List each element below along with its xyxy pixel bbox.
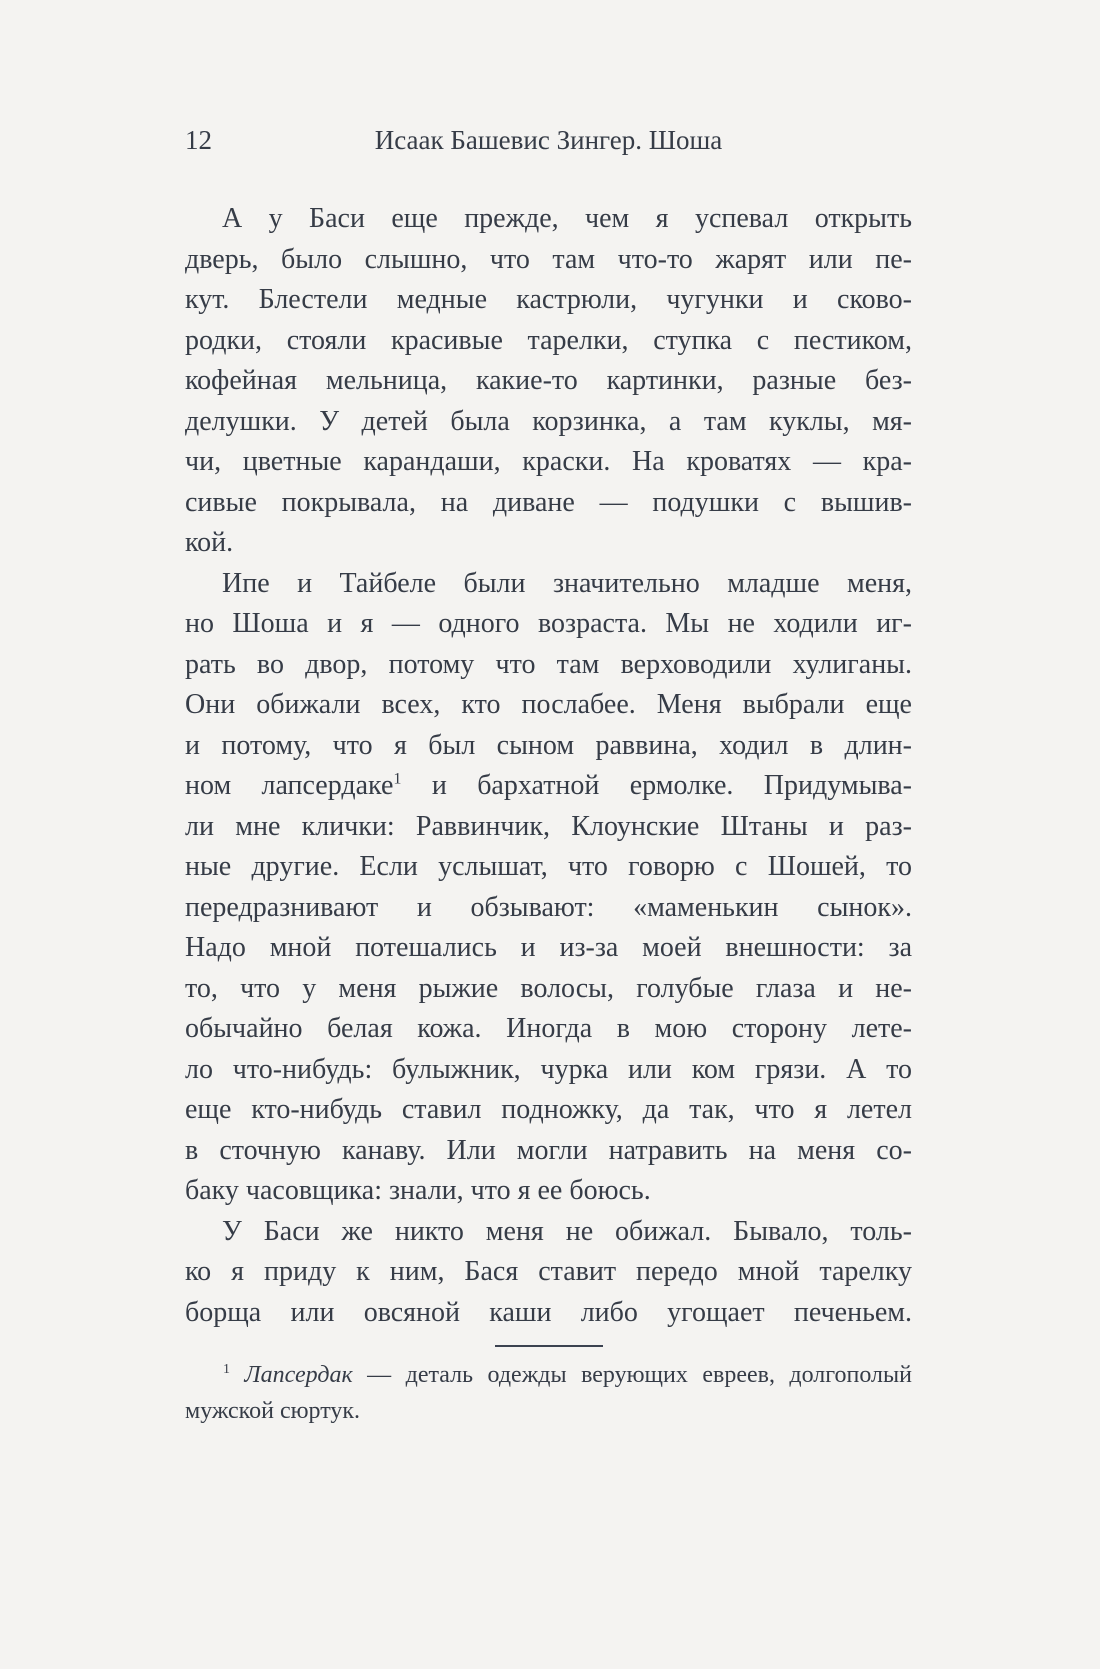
body-text <box>185 199 912 1333</box>
text-line: У Баси же никто меня не обижал. Бывало, толь- <box>222 1215 912 1247</box>
text-line: рать во двор, потому что там верховодили хулиганы. <box>185 648 912 680</box>
running-title: Исаак Башевис Зингер. Шоша <box>374 125 723 155</box>
text-line: кой. <box>185 527 234 558</box>
text-line: дверь, было слышно, что там что-то жарят или пе- <box>185 243 912 275</box>
paragraph-1 <box>185 199 912 564</box>
italic-term: Лапсердак <box>244 1362 353 1388</box>
text-line: кут. Блестели медные кастрюли, чугунки и сково- <box>185 284 912 315</box>
text-line: то, что у меня рыжие волосы, голубые глаза и не- <box>185 972 912 1004</box>
text-line: в сточную канаву. Или могли натравить на меня со- <box>185 1134 912 1166</box>
text-line: баку часовщика: знали, что я ее боюсь. <box>185 1175 651 1206</box>
text-line: Надо мной потешались и из-за моей внешности: за <box>185 932 912 963</box>
text-line: мужской сюртук. <box>185 1398 361 1424</box>
text-line: Они обижали всех, кто послабее. Меня выбрали еще <box>185 689 912 720</box>
paragraph-2 <box>185 564 912 1212</box>
footnote <box>185 1357 912 1429</box>
text-line: ли мне клички: Раввинчик, Клоунские Штаны и раз- <box>185 810 912 842</box>
page-number: 12 <box>185 125 212 155</box>
text-line: Ипе и Тайбеле были значительно младше меня, <box>222 567 912 599</box>
footnote-separator <box>495 1345 603 1347</box>
text-line: ло что-нибудь: булыжник, чурка или ком грязи. А то <box>185 1053 912 1085</box>
text-line: чи, цветные карандаши, краски. На кроватях — кра- <box>185 446 912 477</box>
footnote-reference: 1 <box>223 1362 230 1377</box>
text-line: сивые покрывала, на диване — подушки с вышив- <box>185 486 912 518</box>
text-line: родки, стояли красивые тарелки, ступка с пестиком, <box>185 324 912 356</box>
text-line: и потому, что я был сыном раввина, ходил в длин- <box>185 729 912 761</box>
text-line: ко я приду к ним, Бася ставит передо мной тарелку <box>185 1256 912 1287</box>
text-line: борща или овсяной каши либо угощает печеньем. <box>185 1296 912 1328</box>
text-line: обычайно белая кожа. Иногда в мою сторону лете- <box>185 1013 912 1044</box>
text-line: $^1$ Лапсердак — деталь одежды верующих евреев, долгополый <box>223 1362 913 1388</box>
footnote-reference: 1 <box>393 769 402 788</box>
text-line: передразнивают и обзывают: «маменькин сынок». <box>185 891 912 923</box>
text-line: ном лапсердаке$^1$ и бархатной ермолке. Придумыва- <box>185 769 912 801</box>
text-line: А у Баси еще прежде, чем я успевал открыть <box>222 203 912 234</box>
text-line: делушки. У детей была корзинка, а там куклы, мя- <box>185 405 912 437</box>
text-line: ные другие. Если услышат, что говорю с Шошей, то <box>185 851 912 882</box>
text-line: еще кто-нибудь ставил подножку, да так, что я летел <box>185 1094 912 1125</box>
paragraph-3 <box>185 1212 912 1334</box>
running-header <box>185 123 912 157</box>
text-line: кофейная мельница, какие-то картинки, разные без- <box>185 365 912 396</box>
text-line: но Шоша и я — одного возраста. Мы не ходили иг- <box>185 608 912 639</box>
